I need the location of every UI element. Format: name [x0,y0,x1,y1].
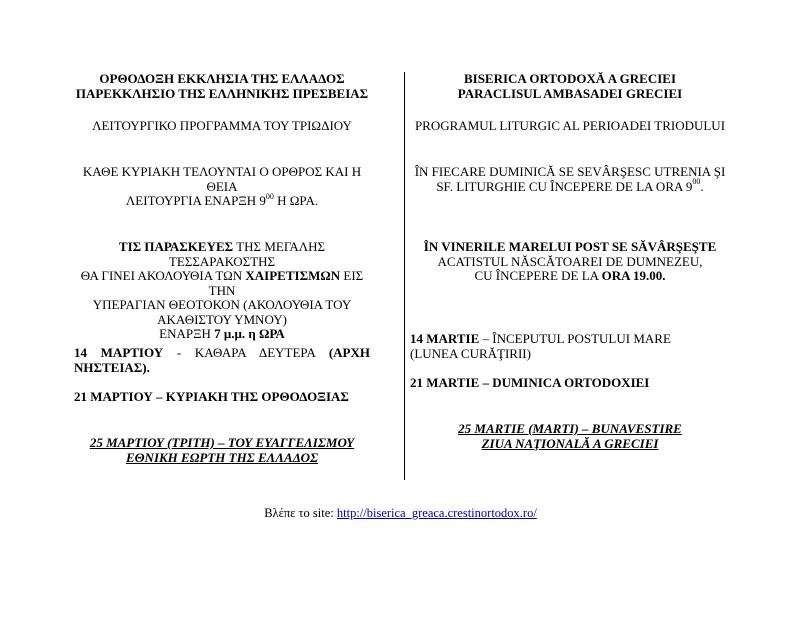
footer [0,506,801,521]
greek-event1-date: 14 ΜΑΡΤΙΟΥ [74,345,164,360]
greek-sunday-end: Η ΩΡΑ. [273,193,319,208]
romanian-event-orthodoxy-sunday: 21 MARTIE – DUMINICA ORTODOXIEI [410,375,650,390]
greek-friday-bold2: ΧΑΙΡΕΤΙΣΜΩΝ [245,268,341,283]
romanian-event1-date: 14 MARTIE [410,331,480,346]
romanian-friday-line3-text: CU ÎNCEPERE DE LA [474,268,602,283]
greek-friday-text2: ΘΑ ΓΙΝΕΙ ΑΚΟΛΟΥΘΙΑ ΤΩΝ [80,268,246,283]
greek-friday-line1 [74,240,370,269]
greek-title-line1: ΟΡΘΟΔΟΞΗ ΕΚΚΛΗΣΙΑ ΤΗΣ ΕΛΛΑΔΟΣ [99,71,345,86]
greek-event-orthodoxy-sunday: 21 ΜΑΡΤΙΟΥ – ΚΥΡΙΑΚΗ ΤΗΣ ΟΡΘΟΔΟΞΙΑΣ [74,389,349,404]
greek-friday-start-text: ΕΝΑΡΞΗ [159,326,215,341]
greek-friday-start-bold: 7 μ.μ. η ΩΡΑ [214,326,285,341]
romanian-event-clean-monday [410,332,730,361]
greek-event1-text: - ΚΑΘΑΡΑ ΔΕΥΤΕΡΑ [163,345,329,360]
greek-friday-bold1: ΤΙΣ ΠΑΡΑΣΚΕΥΕΣ [118,239,234,254]
romanian-event1-line2: (LUNEA CURĂŢIRII) [410,345,531,361]
romanian-sunday-line1: ÎN FIECARE DUMINICĂ SE SEVÂRŞESC UTRENIA ŞI [414,164,726,179]
greek-friday-line3: ΥΠΕΡΑΓΙΑΝ ΘΕΟΤΟΚΟΝ (ΑΚΟΛΟΥΘΙΑ ΤΟΥ [92,297,352,312]
greek-sunday-sup: 00 [265,191,274,201]
romanian-friday-line3-bold: ORA 19.00. [601,268,666,283]
greek-friday-text3: ΕΙΣ ΤΗΝ [208,268,364,298]
romanian-title-line1: BISERICA ORTODOXĂ A GRECIEI [463,71,677,86]
greek-sunday-line1: ΚΑΘΕ ΚΥΡΙΑΚΗ ΤΕΛΟΥΝΤΑΙ Ο ΟΡΘΡΟΣ ΚΑΙ Η ΘΕΙΑ [82,164,362,194]
greek-sunday-text: ΛΕΙΤΟΥΡΓΙΑ ΕΝΑΡΞΗ 9 [125,193,266,208]
greek-program-heading: ΛΕΙΤΟΥΡΓΙΚΟ ΠΡΟΓΡΑΜΜΑ ΤΟΥ ΤΡΙΩΔΙΟΥ [92,118,352,133]
footer-prefix: Βλέπε το site: [264,506,337,520]
romanian-event3-line1: 25 MARTIE (MARTI) – BUNAVESTIRE [458,421,682,436]
website-link[interactable]: http://biserica_greaca.crestinortodox.ro/ [336,506,537,520]
romanian-friday-schedule [410,240,730,284]
romanian-program-heading: PROGRAMUL LITURGIC AL PERIOADEI TRIODULUI [414,118,726,133]
romanian-title-line2: PARACLISUL AMBASADEI GRECIEI [457,85,683,101]
romanian-sunday-end: . [700,178,704,194]
romanian-sunday-sup: 00 [692,177,701,187]
romanian-title [410,72,730,101]
greek-friday-line2 [74,269,370,298]
romanian-sunday-schedule [410,165,730,194]
romanian-sunday-text: SF. LITURGHIE CU ÎNCEPERE DE LA ORA 9 [436,178,693,194]
greek-title-line2: ΠΑΡΕΚΚΛΗΣΙΟ ΤΗΣ ΕΛΛΗΝΙΚΗΣ ΠΡΕΣΒΕΙΑΣ [75,85,369,101]
romanian-event-annunciation [410,422,730,451]
greek-event1-bold: (ΑΡΧΗ ΝΗΣΤΕΙΑΣ). [74,345,370,375]
romanian-friday-line2: ACATISTUL NĂSCĂTOAREI DE DUMNEZEU, [437,253,703,269]
greek-event3-line2: ΕΘΝΙΚΗ ΕΩΡΤΗ ΤΗΣ ΕΛΛΑΔΟΣ [125,449,319,465]
romanian-event1-text: – ÎNCEPUTUL POSTULUI MARE [479,331,671,346]
greek-title [74,72,370,101]
greek-event-annunciation [74,436,370,465]
greek-sunday-line2 [74,191,370,209]
romanian-friday-line1: ÎN VINERILE MARELUI POST SE SĂVÂRŞEŞTE [423,239,717,254]
romanian-sunday-line2 [410,177,730,195]
column-divider [404,72,405,480]
greek-friday-start [74,327,370,342]
romanian-event1-line1 [410,332,730,347]
greek-event3-line1: 25 ΜΑΡΤΙΟΥ (ΤΡΙΤΗ) – ΤΟΥ ΕΥΑΓΓΕΛΙΣΜΟΥ [89,435,355,450]
greek-friday-text1: ΤΗΣ ΜΕΓΑΛΗΣ ΤΕΣΣΑΡΑΚΟΣΤΗΣ [168,239,326,269]
greek-friday-schedule [74,240,370,342]
romanian-event3-line2: ZIUA NAŢIONALĂ A GRECIEI [481,435,659,451]
romanian-friday-line3 [410,269,730,284]
greek-friday-line4: ΑΚΑΘΙΣΤΟΥ ΥΜΝΟΥ) [157,311,287,327]
greek-event-clean-monday [74,346,370,375]
greek-sunday-schedule [74,165,370,209]
